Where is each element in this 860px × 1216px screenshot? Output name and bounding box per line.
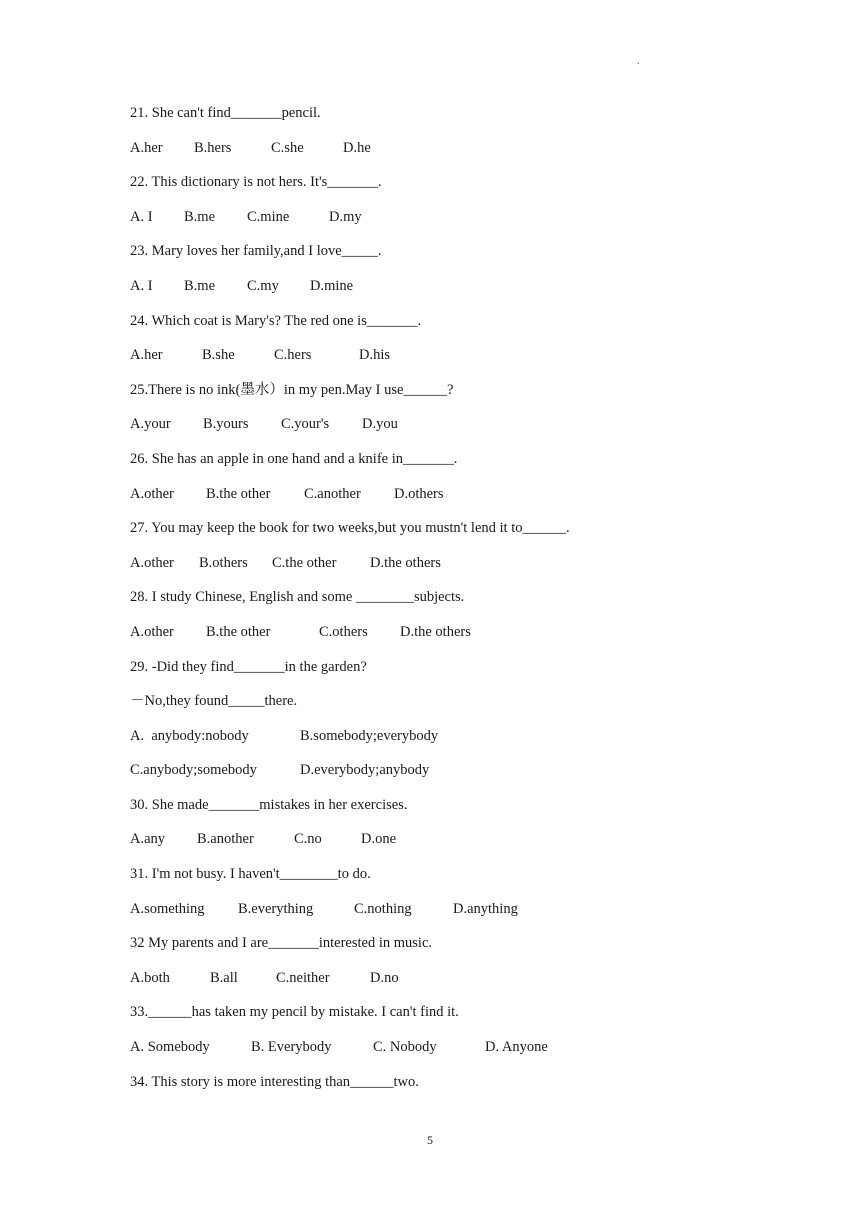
question-options bbox=[130, 967, 750, 1002]
option-a: A. I bbox=[130, 277, 153, 294]
option-d: D. Anyone bbox=[485, 1039, 548, 1056]
option-b: B.others bbox=[199, 554, 248, 571]
question-stem: 28. I study Chinese, English and some ________subjects. bbox=[130, 589, 465, 606]
option-b: B.the other bbox=[206, 485, 271, 502]
option-d: D.the others bbox=[370, 554, 441, 571]
question-options bbox=[130, 137, 750, 172]
question-options bbox=[130, 621, 750, 656]
option-b: B.somebody;everybody bbox=[300, 727, 439, 744]
question-options bbox=[130, 413, 750, 448]
option-c: C.neither bbox=[276, 969, 330, 986]
question-stem: 29. -Did they find_______in the garden? bbox=[130, 658, 367, 675]
option-b: B. Everybody bbox=[251, 1039, 332, 1056]
option-d: D.he bbox=[343, 139, 371, 156]
question-stem: 32 My parents and I are_______interested in music. bbox=[130, 935, 433, 952]
option-a: A.something bbox=[130, 900, 205, 917]
option-d: D.his bbox=[359, 347, 391, 364]
option-a: A.her bbox=[130, 139, 163, 156]
question-stem: 27. You may keep the book for two weeks,but you mustn't lend it to______. bbox=[130, 520, 570, 537]
question-stem: 21. She can't find_______pencil. bbox=[130, 105, 321, 121]
question-options bbox=[130, 725, 750, 760]
option-b: B.all bbox=[210, 969, 238, 986]
option-c: C.mine bbox=[247, 208, 290, 225]
option-d: D.you bbox=[362, 416, 398, 433]
option-c: C.no bbox=[294, 831, 322, 848]
option-b: B.hers bbox=[194, 139, 232, 156]
option-b: B.she bbox=[202, 347, 235, 364]
option-c: C.anybody;somebody bbox=[130, 762, 257, 779]
option-c: C.hers bbox=[274, 347, 312, 364]
question-stem: 22. This dictionary is not hers. It's_______. bbox=[130, 174, 382, 191]
question-options bbox=[130, 483, 750, 518]
option-b: B.yours bbox=[203, 416, 249, 433]
option-d: D.others bbox=[394, 485, 444, 502]
question-stem: 26. She has an apple in one hand and a knife in_______. bbox=[130, 450, 458, 467]
header-dot: . bbox=[637, 56, 640, 67]
option-d: D.everybody;anybody bbox=[300, 762, 430, 779]
option-c: C.your's bbox=[281, 416, 330, 433]
page-number: 5 bbox=[427, 1133, 433, 1147]
question-options bbox=[130, 275, 750, 310]
option-c: C.others bbox=[319, 623, 368, 640]
question-stem: 30. She made_______mistakes in her exercises. bbox=[130, 796, 408, 813]
question-stem: 23. Mary loves her family,and I love_____. bbox=[130, 243, 382, 260]
option-b: B.another bbox=[197, 831, 254, 848]
option-c: C.another bbox=[304, 485, 361, 502]
question-stem: 24. Which coat is Mary's? The red one is_______. bbox=[130, 312, 422, 329]
question-options bbox=[130, 206, 750, 241]
option-d: D.no bbox=[370, 969, 399, 986]
question-stem: 34. This story is more interesting than______two. bbox=[130, 1073, 419, 1090]
option-d: D.one bbox=[361, 831, 397, 848]
option-a: A. I bbox=[130, 208, 153, 225]
question-list bbox=[130, 102, 750, 1105]
option-a: A.her bbox=[130, 347, 163, 364]
question-options bbox=[130, 344, 750, 379]
option-d: D.mine bbox=[310, 277, 354, 294]
question-options bbox=[130, 1036, 750, 1071]
question-stem: 31. I'm not busy. I haven't________to do. bbox=[130, 866, 371, 883]
question-stem: 25.There is no ink(墨水）in my pen.May I use______? bbox=[130, 381, 454, 398]
option-b: B.everything bbox=[238, 900, 314, 917]
option-d: D.the others bbox=[400, 623, 471, 640]
question-options bbox=[130, 828, 750, 863]
option-c: C.she bbox=[271, 139, 304, 156]
option-c: C.the other bbox=[272, 554, 337, 571]
option-b: B.me bbox=[184, 277, 216, 294]
option-c: C.nothing bbox=[354, 900, 412, 917]
option-a: A.your bbox=[130, 416, 171, 433]
option-a: A.other bbox=[130, 623, 174, 640]
option-b: B.the other bbox=[206, 623, 271, 640]
option-a: A.other bbox=[130, 485, 174, 502]
option-c: C. Nobody bbox=[373, 1039, 437, 1056]
option-a: A.both bbox=[130, 969, 170, 986]
option-a: A.any bbox=[130, 831, 166, 848]
option-a: A.other bbox=[130, 554, 174, 571]
question-stem: 33.______has taken my pencil by mistake. I can't find it. bbox=[130, 1004, 459, 1021]
option-d: D.anything bbox=[453, 900, 518, 917]
question-options bbox=[130, 552, 750, 587]
question-options bbox=[130, 759, 750, 794]
question-options bbox=[130, 898, 750, 933]
option-a: A. anybody:nobody bbox=[130, 727, 249, 744]
option-b: B.me bbox=[184, 208, 216, 225]
question-stem-reply: －No,they found_____there. bbox=[130, 693, 298, 710]
option-a: A. Somebody bbox=[130, 1039, 210, 1056]
option-d: D.my bbox=[329, 208, 362, 225]
option-c: C.my bbox=[247, 277, 279, 294]
